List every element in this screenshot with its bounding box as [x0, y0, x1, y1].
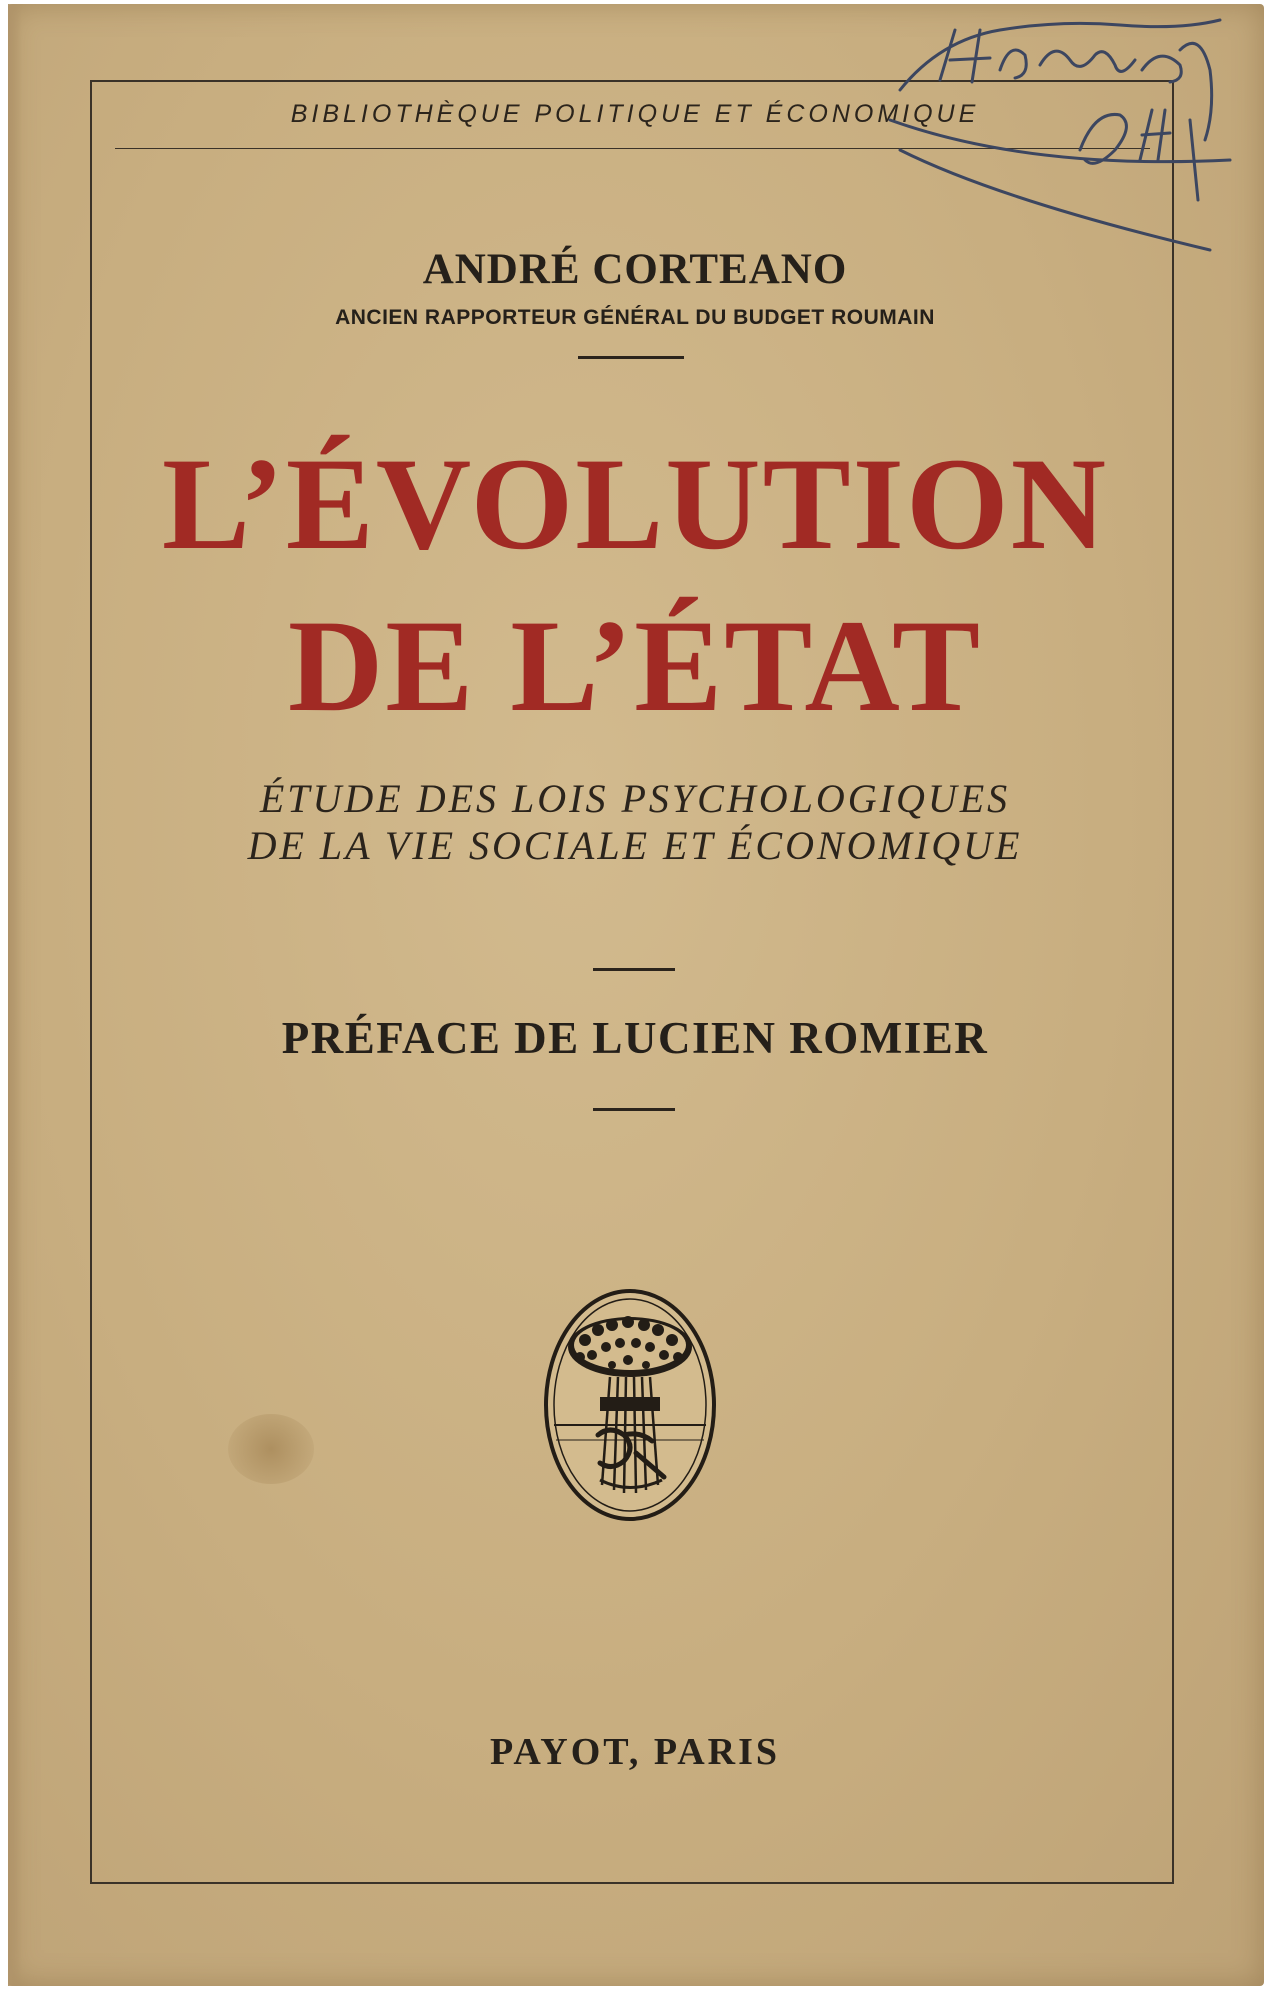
author-credential: ANCIEN RAPPORTEUR GÉNÉRAL DU BUDGET ROUMAIN	[335, 306, 935, 329]
book-subtitle-line-1: ÉTUDE DES LOIS PSYCHOLOGIQUES	[259, 776, 1011, 821]
book-title-line-1: L’ÉVOLUTION	[161, 430, 1109, 577]
preface-credit: PRÉFACE DE LUCIEN ROMIER	[281, 1013, 989, 1063]
divider-rule	[593, 968, 675, 971]
author-name: ANDRÉ CORTEANO	[422, 246, 848, 293]
book-subtitle-line-2: DE LA VIE SOCIALE ET ÉCONOMIQUE	[247, 823, 1023, 868]
series-title: BIBLIOTHÈQUE POLITIQUE ET ÉCONOMIQUE	[290, 100, 980, 128]
cover-frame-border	[90, 80, 1174, 1884]
book-title-line-2: DE L’ÉTAT	[287, 592, 983, 739]
publisher-imprint: PAYOT, PARIS	[489, 1731, 781, 1773]
divider-rule	[578, 356, 684, 359]
book-subtitle	[0, 775, 1270, 869]
handwritten-signature-icon	[880, 0, 1240, 260]
divider-rule	[593, 1108, 675, 1111]
wheat-sheaf-emblem-icon	[540, 1285, 720, 1525]
